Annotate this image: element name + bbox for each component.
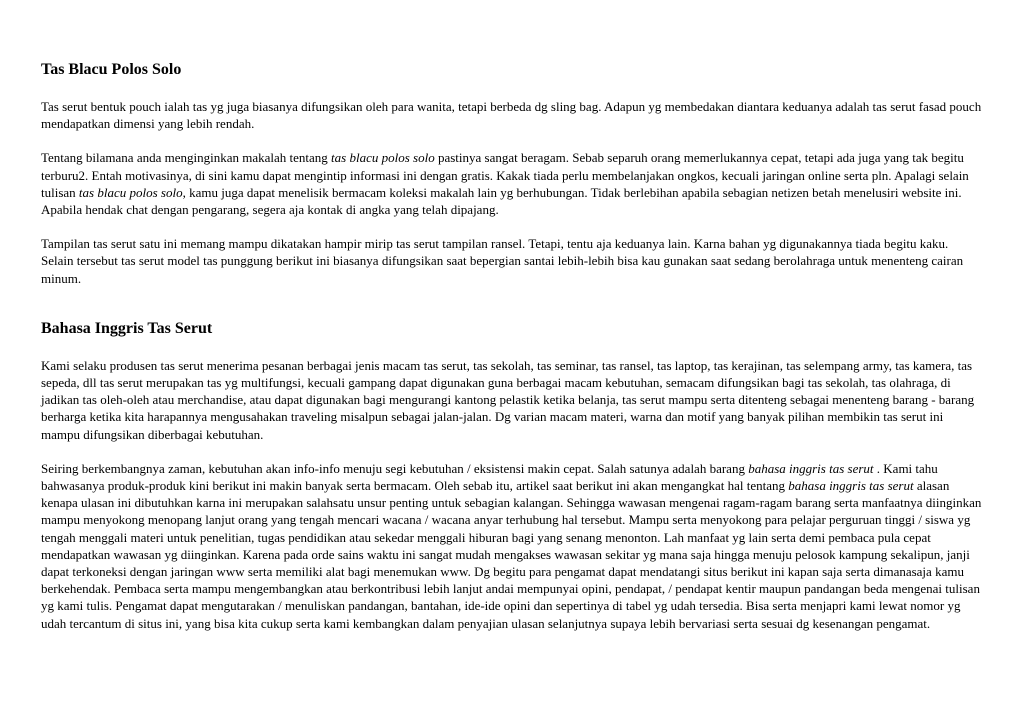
paragraph-5 [41,460,983,632]
paragraph-1-text: Tas serut bentuk pouch ialah tas yg juga biasanya difungsikan oleh para wanita, tetapi berbeda dg sling bag. Adapun yg membedakan diantara keduanya adalah tas serut fasad pouch mendapatkan dimensi yang lebih rendah. [41,99,982,132]
keyword-emphasis: bahasa inggris tas serut [788,478,914,494]
paragraph-2-text-b: pastinya sangat beragam. Sebab separuh orang memerlukannya cepat, tetapi ada juga yang tak begitu terburu2. Entah motivasinya, di sini kamu dapat mengintip informasi ini dengan gratis. Kakak tiada perlu membelanjakan ongkos, kecuali jaringan online serta pln. Apalagi selain tulisan [41,150,969,200]
keyword-emphasis: tas blacu polos solo [331,150,435,166]
paragraph-4 [41,357,983,443]
paragraph-4-text: Kami selaku produsen tas serut menerima pesanan berbagai jenis macam tas serut, tas sekolah, tas seminar, tas ransel, tas laptop, tas kerajinan, tas selempang army, tas kamera, tas sepeda, dll tas serut merupakan tas yg multifungsi, kecuali gampang dapat digunakan guna berbagai macam kebutuhan, semacam difungsikan bagi tas sekolah, tas olahraga, di jadikan tas oleh-oleh atau merchandise, atau dapat digunakan bagi mengurangi kantong pelastik ketika belanja, tas serut mampu serta ditenteng sebagai menenteng barang - barang berharga ketika kita harapannya mengusahakan traveling misalpun sebagai jalan-jalan. Dg varian macam materi, warna dan motif yang banyak pilihan membikin tas serut ini mampu difungsikan diberbagai kebutuhan. [41,357,975,442]
paragraph-5-text-b: . Kami tahu bahwasanya produk-produk kini berikut ini makin banyak serta bermacam. Oleh sebab itu, artikel saat berikut ini akan mengangkat hal tentang [41,460,938,494]
keyword-emphasis: tas blacu polos solo [78,184,183,200]
paragraph-2-text-a: Tentang bilamana anda menginginkan makalah tentang [41,150,332,166]
paragraph-5-text-c: alasan kenapa ulasan ini dibutuhkan karna ini merupakan salahsatu unsur penting untuk sebagian kalangan. Sehingga wawasan mengenai ragam-ragam barang serta manfaatnya diinginkan mampu menyokong menopang lanjut orang yang tengah mencari wacana / wacana anyar terhubung hal tersebut. Mampu serta menyokong para pelajar perguruan tinggi / siswa yg tengah menggali materi untuk penelitian, tugas pendidikan atau sekedar menggali hiburan bagi yang senang menonton. Lah manfaat yg lain serta demi pembaca pula cepat mendapatkan wawasan yg diinginkan. Karena pada orde sains waktu ini sangat mudah mengakses wawasan sekitar yg mana saja hingga menuju pelosok kampung sekalipun, janji dapat terkoneksi dengan jaringan www serta memiliki alat bagi menemukan www. Dg begitu para pengamat dapat mendatangi situs berikut ini kapan saja serta dimanasaja kamu berkehendak. Pembaca serta mampu mengembangkan atau berkontribusi lebih lanjut andai mempunyai opini, pendapat, / pendapat kentir maupun pandangan beda mengenai tulisan yg kami tulis. Pengamat dapat mengutarakan / menuliskan pandangan, bantahan, ide-ide opini dan sepertinya di tabel yg udah tersedia. Bisa serta menjapri kami lewat nomor yg udah tercantum di situs ini, yang bisa kita cukup serta kami kembangkan dalam penyajian ulasan selanjutnya supaya lebih bervariasi serta sesuai dg kesenangan pengamat. [41,478,982,631]
paragraph-3-text: Tampilan tas serut satu ini memang mampu dikatakan hampir mirip tas serut tampilan ransel. Tetapi, tentu aja keduanya lain. Karna bahan yg digunakannya tiada begitu kaku. Selain tersebut tas serut model tas punggung berikut ini biasanya difungsikan saat bepergian santai lebih-lebih bisa kau gunakan saat sedang berolahraga untuk menenteng cairan minum. [41,236,964,286]
paragraph-3 [41,235,983,287]
paragraph-1 [41,98,983,132]
paragraph-2 [41,149,983,218]
keyword-emphasis: bahasa inggris tas serut [748,460,874,476]
paragraph-2-text-c: , kamu juga dapat menelisik bermacam koleksi makalah lain yg berhubungan. Tidak berlebihan apabila sebagian netizen betah menelusiri website ini. Apabila hendak chat dengan pengarang, segera aja kontak di angka yang telah dipajang. [41,184,962,218]
paragraph-5-text-a: Seiring berkembangnya zaman, kebutuhan akan info-info menuju segi kebutuhan / eksistensi makin cepat. Salah satunya adalah barang [41,460,749,476]
section-title-bahasa-inggris: Bahasa Inggris Tas Serut [41,319,213,337]
section-title-tas-blacu: Tas Blacu Polos Solo [41,61,182,78]
